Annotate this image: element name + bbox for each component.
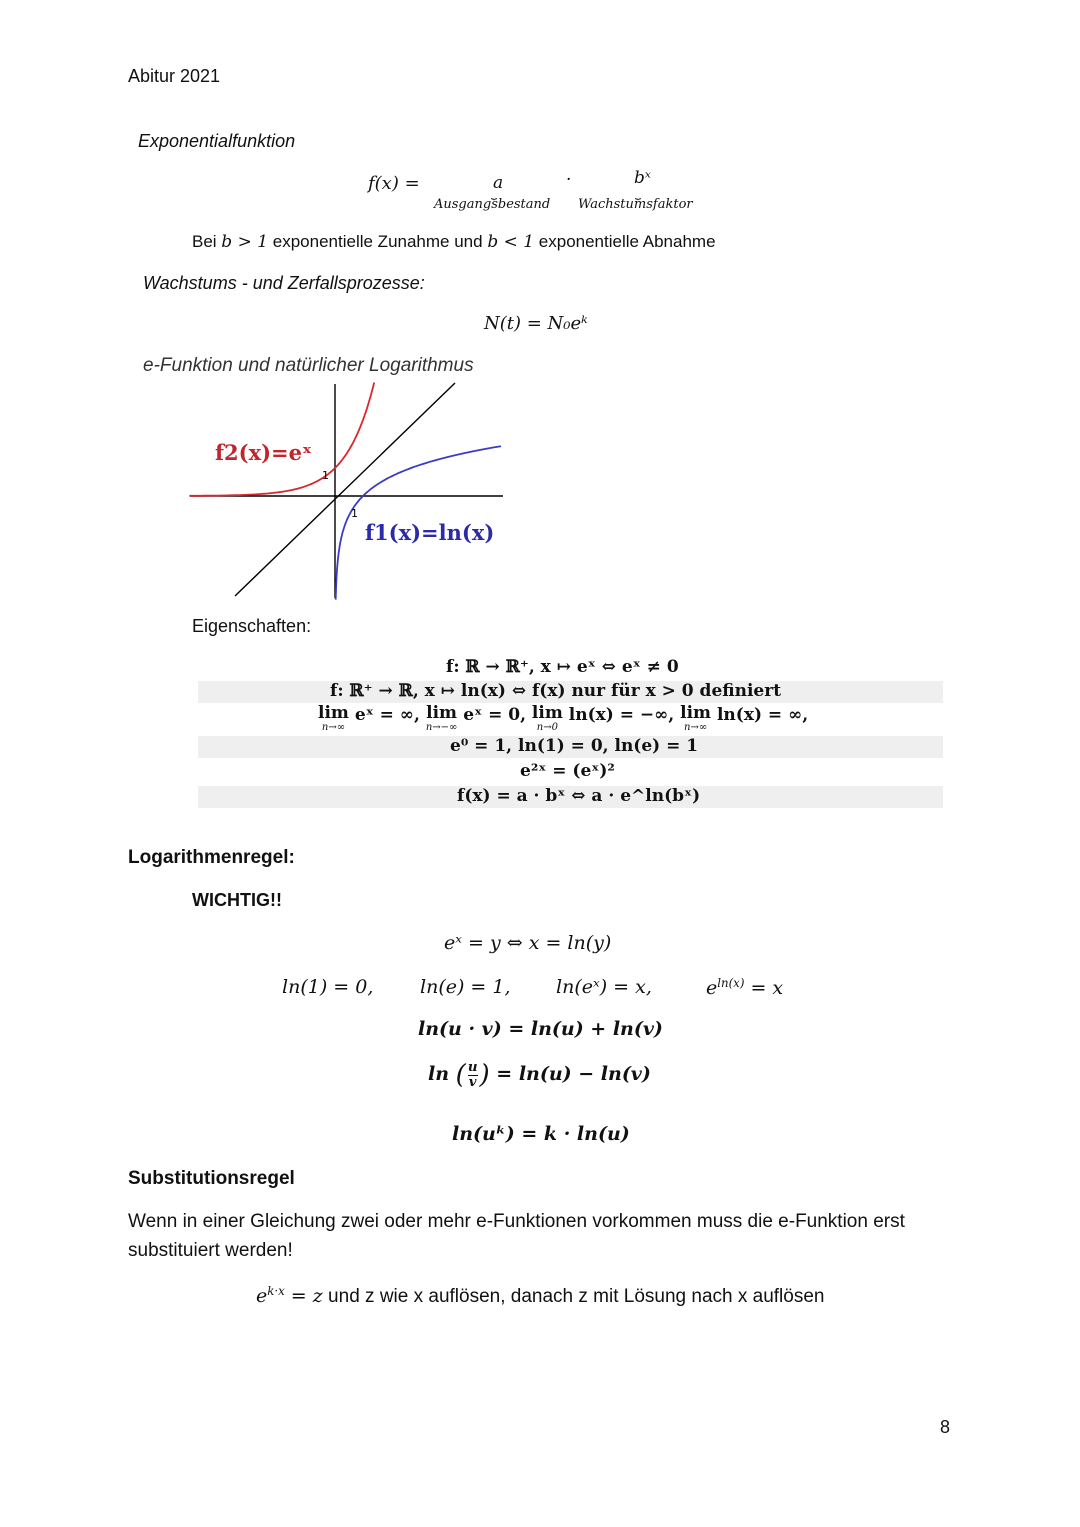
log-rule-quotient: [428, 1060, 651, 1090]
subst-text-1: Wenn in einer Gleichung zwei oder mehr e-Funktionen vorkommen muss die e-Funktion erst: [128, 1211, 905, 1232]
prop-line-2: f: ℝ⁺ → ℝ, x ↦ ln(x) ⇔ f(x) nur für x > 0 definiert: [330, 681, 782, 701]
exp-dot: ·: [566, 170, 572, 190]
lim-expr-4: ln(x) = ∞,: [716, 705, 809, 725]
rule-b2: b < 1: [487, 232, 535, 252]
lim-sub-3: n→0: [536, 722, 558, 733]
prop-line-4: e⁰ = 1, ln(1) = 0, ln(e) = 1: [450, 736, 699, 756]
underbrace-b: ⏟: [635, 189, 641, 200]
section-heading-efunction: e-Funktion und natürlicher Logarithmus: [143, 355, 474, 376]
section-heading-growth: Wachstums - und Zerfallsprozesse:: [143, 273, 425, 293]
lim-word-4: lim: [680, 703, 712, 723]
quot-fraction: [468, 1061, 478, 1089]
elnx-rest: = x: [750, 977, 784, 1000]
quot-paren-close: ): [479, 1060, 490, 1090]
prop-line-3: [318, 705, 808, 733]
subst-text-2: substituiert werden!: [128, 1240, 293, 1261]
elnx-exp: ln(x): [717, 976, 745, 990]
prop-line-1: f: ℝ → ℝ⁺, x ↦ eˣ ⇔ eˣ ≠ 0: [446, 657, 679, 677]
section-heading-subst: Substitutionsregel: [128, 1168, 295, 1189]
log-rule-power: ln(uᵏ) = k · ln(u): [452, 1123, 630, 1145]
log-rule-1: eˣ = y ⇔ x = ln(y): [444, 932, 612, 954]
lim-expr-1: eˣ = ∞,: [354, 705, 420, 725]
lim-sub-4: n→∞: [684, 722, 708, 733]
function-graph: [185, 378, 515, 603]
lim-expr-2: eˣ = 0,: [463, 705, 526, 725]
identity-line: [235, 383, 455, 596]
log-rule-lne: ln(e) = 1,: [420, 976, 511, 998]
exp-bx: bˣ: [634, 168, 651, 188]
page-number: 8: [940, 1417, 951, 1437]
lim-1: [318, 705, 349, 733]
lim-expr-3: ln(x) = −∞,: [568, 705, 675, 725]
page-header: Abitur 2021: [128, 66, 221, 86]
log-rule-ln1: ln(1) = 0,: [282, 976, 374, 998]
section-heading-log: Logarithmenregel:: [128, 847, 295, 868]
lim-word-3: lim: [531, 703, 563, 723]
quot-ln: ln: [428, 1063, 450, 1085]
prop-line-6: f(x) = a · bˣ ⇔ a · e^ln(bˣ): [457, 786, 701, 806]
subst-rule: [256, 1284, 824, 1308]
exp-rule-text: [192, 232, 716, 252]
subst-rule-text: und z wie x auflösen, danach z mit Lösung nach x auflösen: [322, 1286, 825, 1308]
prop-line-5: e²ˣ = (eˣ)²: [520, 761, 615, 781]
wichtig-label: WICHTIG!!: [192, 890, 282, 910]
section-heading-exponential: Exponentialfunktion: [138, 131, 296, 151]
rule-pre: Bei: [192, 232, 222, 251]
growth-formula: N(t) = N₀eᵏ: [484, 313, 588, 334]
label-wachstumsfaktor: Wachstumsfaktor: [578, 197, 693, 212]
lim-2: [426, 705, 458, 733]
exp-fx: f(x) =: [368, 173, 420, 194]
subst-rule-exp: k·x: [267, 1284, 285, 1298]
elnx-base: e: [706, 977, 718, 1000]
rule-b1: b > 1: [221, 232, 269, 252]
label-f1: f1(x)=ln(x): [365, 520, 495, 545]
quot-num: u: [467, 1060, 478, 1076]
tick-label-y: 1: [322, 469, 329, 482]
properties-heading: Eigenschaften:: [192, 616, 312, 636]
label-ausgangsbestand: Ausgangsbestand: [434, 197, 551, 212]
subst-rule-base: e: [256, 1285, 268, 1308]
label-f2: f2(x)=eˣ: [215, 440, 312, 465]
log-rule-product: ln(u · v) = ln(u) + ln(v): [418, 1018, 663, 1040]
rule-post: exponentielle Abnahme: [534, 232, 716, 251]
underbrace-a: ⏟: [491, 189, 497, 200]
log-rule-elnx: [706, 976, 783, 999]
lim-3: [532, 705, 563, 733]
quot-rest: = ln(u) − ln(v): [496, 1063, 651, 1085]
subst-rule-eq: = z: [284, 1285, 323, 1308]
lim-word-1: lim: [318, 703, 349, 723]
log-rule-lnex: ln(eˣ) = x,: [556, 976, 652, 998]
lim-sub-1: n→∞: [321, 722, 346, 733]
exp-a: a: [493, 173, 504, 193]
tick-label-x: 1: [351, 507, 358, 520]
lim-4: [680, 705, 711, 733]
lim-word-2: lim: [426, 703, 458, 723]
rule-mid: exponentielle Zunahme und: [268, 232, 488, 251]
quot-den: v: [468, 1074, 477, 1090]
lim-sub-2: n→−∞: [425, 722, 458, 733]
quot-paren-open: (: [455, 1060, 466, 1090]
